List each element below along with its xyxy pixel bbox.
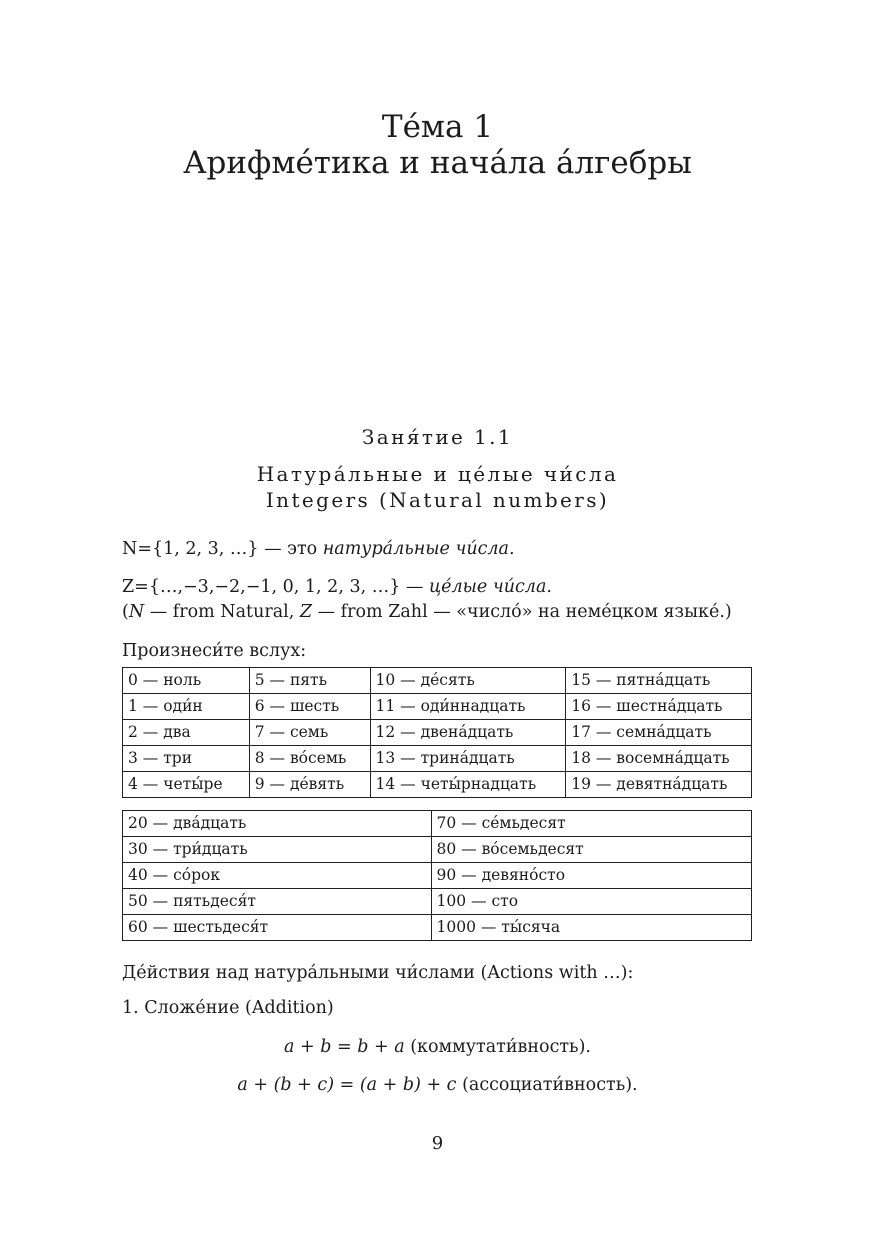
z-name: це́лые чи́сла.	[428, 577, 552, 597]
formula-2-description: (ассоциати́вность).	[456, 1075, 638, 1095]
table-cell: 9 — де́вять	[249, 772, 370, 798]
note-open: (	[122, 602, 129, 622]
table-cell: 19 — девятна́дцать	[566, 772, 752, 798]
numbers-row	[123, 772, 752, 798]
numbers-row	[123, 668, 752, 694]
table-cell: 5 — пять	[249, 668, 370, 694]
n-set: N={1, 2, 3, …} — это	[122, 539, 323, 559]
table-cell: 50 — пятьдеся́т	[123, 889, 432, 915]
table-cell: 18 — восемна́дцать	[566, 746, 752, 772]
table-cell: 10 — де́сять	[370, 668, 566, 694]
table-cell: 2 — два	[123, 720, 250, 746]
formula-1-description: (коммутати́вность).	[404, 1037, 591, 1057]
lesson-title-ru: Натура́льные и це́лые чи́сла	[256, 462, 619, 486]
note-z: Z	[299, 602, 313, 622]
note-zahl: — from Zahl — «число́» на неме́цком языке́.)	[312, 602, 732, 622]
actions-heading: Де́йствия над натура́льными чи́слами (Actions with …):	[122, 963, 634, 983]
integers-definition	[122, 575, 552, 599]
table-cell: 6 — шесть	[249, 694, 370, 720]
table-cell: 8 — во́семь	[249, 746, 370, 772]
numbers-row	[123, 694, 752, 720]
table-cell: 80 — во́семьдесят	[431, 837, 752, 863]
n-name: натура́льные чи́сла.	[322, 539, 515, 559]
topic-label: Те́ма 1	[381, 109, 494, 145]
table-cell: 60 — шестьдеся́т	[123, 915, 432, 941]
addition-heading: 1. Сложе́ние (Addition)	[122, 998, 334, 1018]
tens-table	[122, 810, 752, 941]
formula-2-expression: a + (b + c) = (a + b) + c	[237, 1075, 457, 1095]
table-cell: 90 — девяно́сто	[431, 863, 752, 889]
table-cell: 4 — четы́ре	[123, 772, 250, 798]
table-cell: 15 — пятна́дцать	[566, 668, 752, 694]
numbers-row	[123, 746, 752, 772]
table-cell: 13 — трина́дцать	[370, 746, 566, 772]
note-natural: — from Natural,	[144, 602, 300, 622]
table-cell: 40 — со́рок	[123, 863, 432, 889]
table-cell: 20 — два́дцать	[123, 811, 432, 837]
tens-row	[123, 915, 752, 941]
natural-numbers-definition	[122, 537, 515, 561]
table-cell: 16 — шестна́дцать	[566, 694, 752, 720]
numbers-row	[123, 720, 752, 746]
table-cell: 1000 — ты́сяча	[431, 915, 752, 941]
table-cell: 11 — оди́ннадцать	[370, 694, 566, 720]
table-cell: 7 — семь	[249, 720, 370, 746]
tens-row	[123, 863, 752, 889]
tens-row	[123, 889, 752, 915]
commutativity-formula	[0, 1035, 875, 1059]
table-cell: 30 — три́дцать	[123, 837, 432, 863]
table-cell: 0 — ноль	[123, 668, 250, 694]
lesson-title-en: Integers (Natural numbers)	[265, 488, 610, 512]
note-n: N	[128, 602, 145, 622]
formula-1-expression: a + b = b + a	[284, 1037, 405, 1057]
lesson-label: Заня́тие 1.1	[361, 425, 514, 449]
table-cell: 17 — семна́дцать	[566, 720, 752, 746]
table-cell: 3 — три	[123, 746, 250, 772]
table-cell: 1 — оди́н	[123, 694, 250, 720]
table-cell: 100 — сто	[431, 889, 752, 915]
numbers-table	[122, 667, 752, 798]
tens-row	[123, 811, 752, 837]
table-cell: 14 — четы́рнадцать	[370, 772, 566, 798]
associativity-formula	[0, 1073, 875, 1097]
topic-title: Арифме́тика и нача́ла а́лгебры	[183, 145, 692, 181]
table-cell: 70 — се́мьдесят	[431, 811, 752, 837]
table-cell: 12 — двена́дцать	[370, 720, 566, 746]
say-aloud-heading: Произнеси́те вслух:	[122, 641, 307, 661]
z-set: Z={…,−3,−2,−1, 0, 1, 2, 3, …} —	[122, 577, 429, 597]
tens-row	[123, 837, 752, 863]
page-number: 9	[431, 1133, 444, 1154]
etymology-note	[122, 600, 732, 624]
